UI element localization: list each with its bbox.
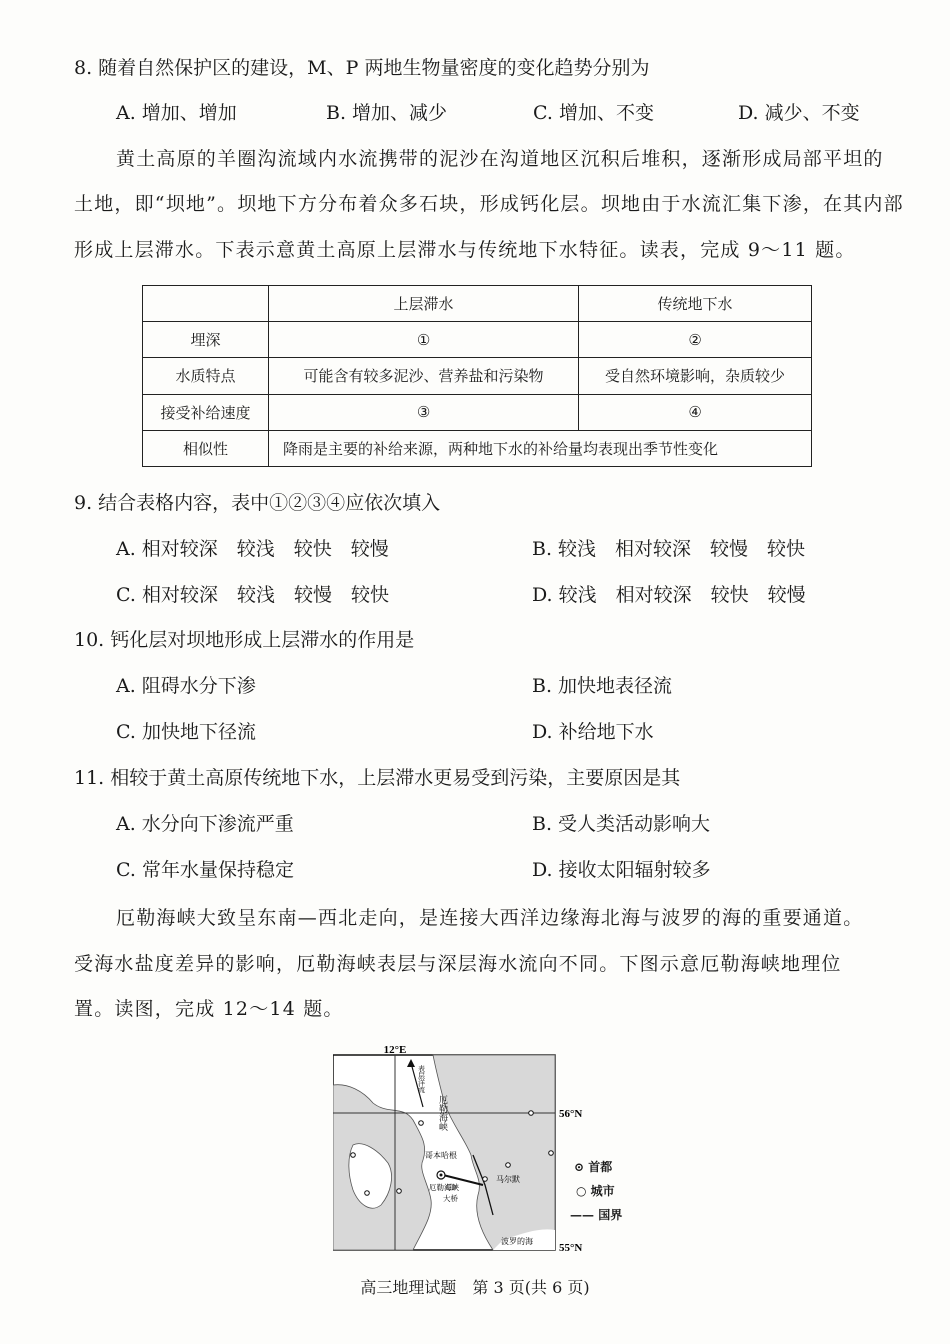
q11-option-d[interactable]: D. 接收太阳辐射较多 (532, 859, 711, 881)
table-row-label: 水质特点 (143, 358, 269, 394)
table-cell: ① (269, 322, 579, 358)
q10-option-a[interactable]: A. 阻碍水分下渗 (116, 675, 256, 697)
q11-option-c[interactable]: C. 常年水量保持稳定 (116, 859, 294, 881)
city-marker (419, 1121, 424, 1126)
bridge-label-1: 厄勒海峡 (429, 1183, 459, 1192)
q8-option-c[interactable]: C. 增加、不变 (533, 102, 654, 124)
legend-city-label: 城市 (590, 1184, 615, 1198)
city-marker (351, 1153, 356, 1158)
passage-2-line-2: 受海水盐度差异的影响，厄勒海峡表层与深层海水流向不同。下图示意厄勒海峡地理位 (74, 953, 842, 975)
table-header-cell: 传统地下水 (579, 286, 812, 322)
malmo-label: 马尔默 (496, 1175, 520, 1184)
q8-option-a[interactable]: A. 增加、增加 (116, 102, 237, 124)
city-marker (549, 1151, 554, 1156)
q9-option-a[interactable]: A. 相对较深 较浅 较快 较慢 (116, 538, 389, 560)
q9-option-b[interactable]: B. 较浅 相对较深 较慢 较快 (532, 538, 806, 560)
table-cell-merged: 降雨是主要的补给来源，两种地下水的补给量均表现出季节性变化 (269, 430, 812, 466)
passage-1-line-3: 形成上层滞水。下表示意黄土高原上层滞水与传统地下水特征。读表，完成 9～11 题。 (74, 239, 856, 261)
table-row (143, 322, 812, 358)
legend-border-label: 国界 (598, 1208, 623, 1222)
table-header-row (143, 286, 812, 322)
q10-option-c[interactable]: C. 加快地下径流 (116, 721, 256, 743)
city-marker (529, 1111, 534, 1116)
table-cell: 受自然环境影响，杂质较少 (579, 358, 812, 394)
q11-option-a[interactable]: A. 水分向下渗流严重 (116, 813, 294, 835)
copenhagen-capital-dot (440, 1174, 443, 1177)
city-marker (365, 1191, 370, 1196)
table-cell: 可能含有较多泥沙、营养盐和污染物 (269, 358, 579, 394)
passage-2-line-3: 置。读图，完成 12～14 题。 (74, 998, 344, 1020)
legend-city (576, 1182, 615, 1199)
table-row (143, 394, 812, 430)
groundwater-table (142, 285, 812, 467)
capital-symbol-icon: ⊙ (574, 1160, 589, 1174)
q11-option-b[interactable]: B. 受人类活动影响大 (532, 813, 711, 835)
table-row-label: 埋深 (143, 322, 269, 358)
baltic-label: 波罗的海 (501, 1237, 533, 1246)
table-row-label: 相似性 (143, 430, 269, 466)
page-footer: 高三地理试题 第 3 页(共 6 页) (360, 1278, 590, 1297)
passage-1-line-1: 黄土高原的羊圈沟流域内水流携带的泥沙在沟道地区沉积后堆积，逐渐形成局部平坦的 (116, 148, 884, 170)
q10-option-b[interactable]: B. 加快地表径流 (532, 675, 673, 697)
malmo-city-marker (483, 1177, 488, 1182)
current-label: 表层洋流 (417, 1065, 425, 1093)
question-8-stem: 8. 随着自然保护区的建设，M、P 两地生物量密度的变化趋势分别为 (74, 57, 650, 79)
bridge-label-2: 大桥 (443, 1194, 458, 1203)
border-symbol-icon: —— (570, 1208, 599, 1222)
strait-label: 厄勒海峡 (438, 1095, 448, 1131)
passage-2-line-1: 厄勒海峡大致呈东南—西北走向，是连接大西洋边缘海北海与波罗的海的重要通道。 (116, 907, 864, 929)
table-row (143, 358, 812, 394)
copenhagen-label: 哥本哈根 (425, 1151, 457, 1160)
city-marker (506, 1163, 511, 1168)
lon-label: 12°E (383, 1045, 407, 1056)
lat-bottom-label: 55°N (559, 1242, 583, 1254)
legend-capital-label: 首都 (588, 1160, 613, 1174)
table-cell: ④ (579, 394, 812, 430)
q8-option-b[interactable]: B. 增加、减少 (326, 102, 448, 124)
q9-option-c[interactable]: C. 相对较深 较浅 较慢 较快 (116, 584, 389, 606)
table-header-cell: 上层滞水 (269, 286, 579, 322)
q10-option-d[interactable]: D. 补给地下水 (532, 721, 654, 743)
table-cell: ② (579, 322, 812, 358)
lat-top-label: 56°N (559, 1108, 583, 1120)
table-row-label: 接受补给速度 (143, 394, 269, 430)
table-header-cell (143, 286, 269, 322)
legend-capital (574, 1158, 612, 1175)
oresund-strait-map (333, 1045, 623, 1255)
question-11-stem: 11. 相较于黄土高原传统地下水，上层滞水更易受到污染，主要原因是其 (74, 767, 681, 789)
city-symbol-icon: ○ (576, 1184, 591, 1198)
q9-option-d[interactable]: D. 较浅 相对较深 较快 较慢 (532, 584, 806, 606)
city-marker (397, 1189, 402, 1194)
question-10-stem: 10. 钙化层对坝地形成上层滞水的作用是 (74, 629, 415, 651)
table-cell: ③ (269, 394, 579, 430)
q8-option-d[interactable]: D. 减少、不变 (738, 102, 860, 124)
passage-1-line-2: 土地，即“坝地”。坝地下方分布着众多石块，形成钙化层。坝地由于水流汇集下渗，在其内部 (74, 193, 904, 215)
table-row (143, 430, 812, 466)
legend-border (570, 1206, 622, 1223)
question-9-stem: 9. 结合表格内容，表中①②③④应依次填入 (74, 492, 441, 514)
